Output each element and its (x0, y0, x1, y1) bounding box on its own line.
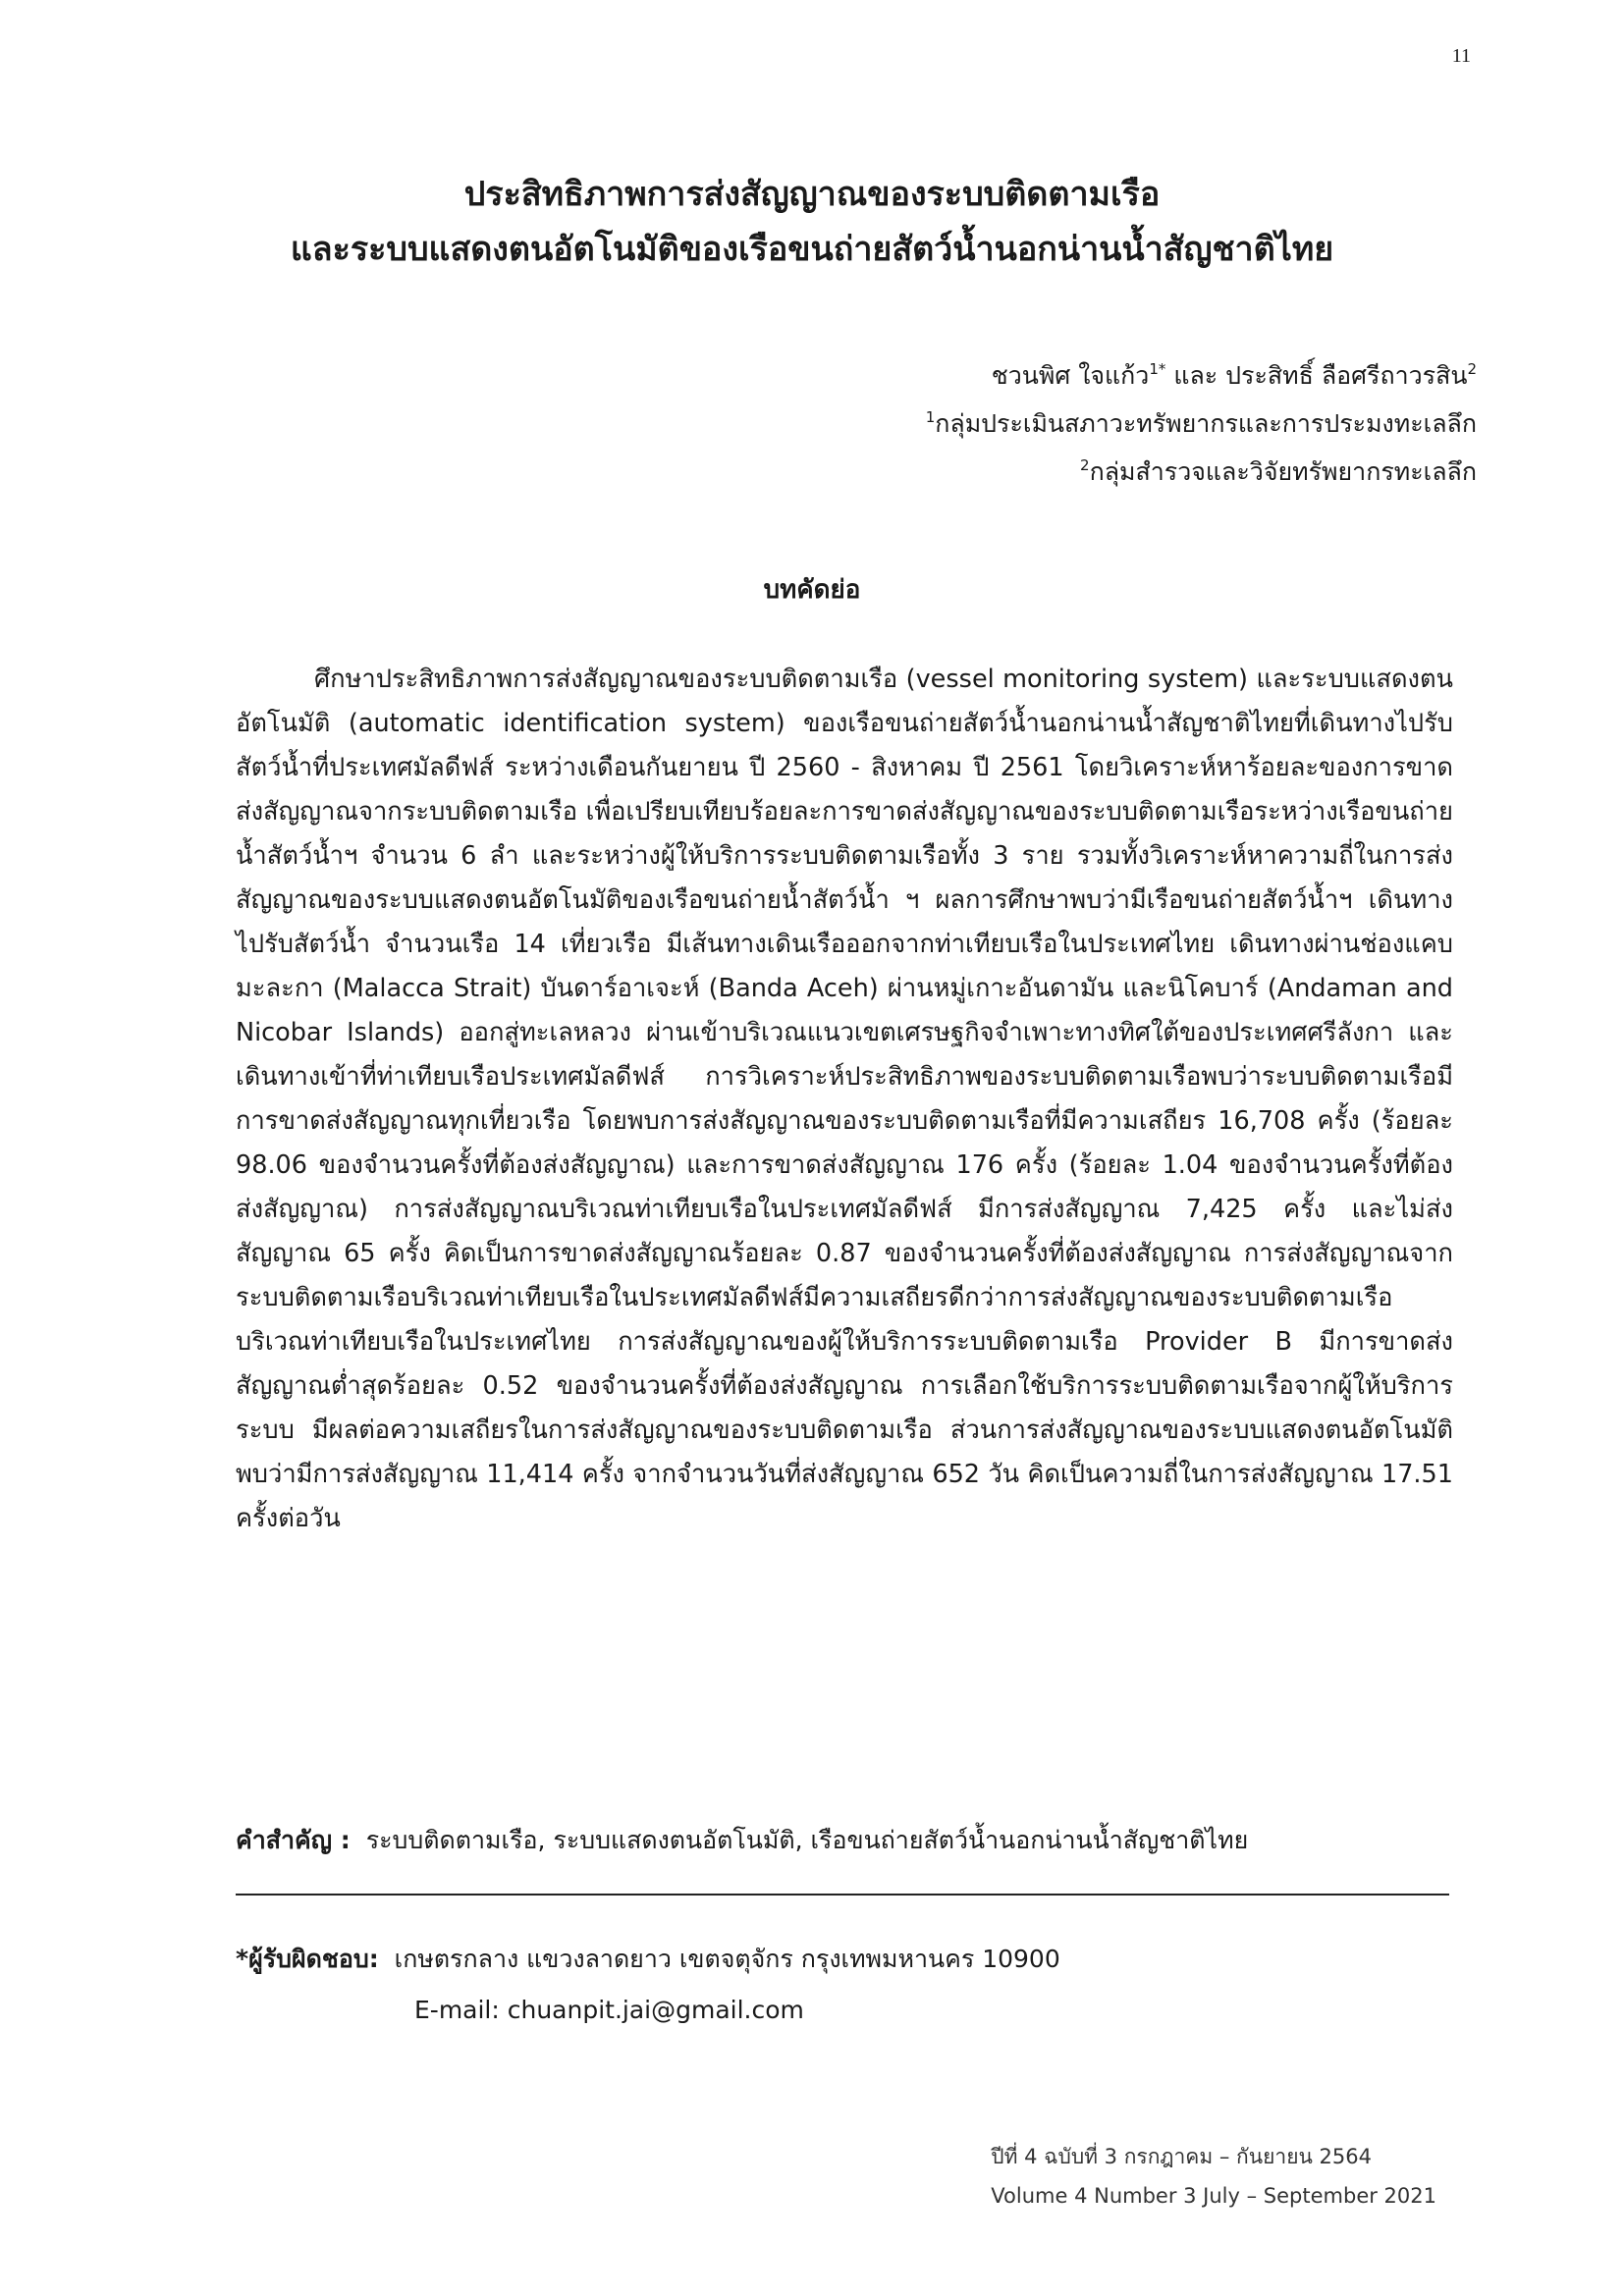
author-conjunction: และ (1165, 361, 1226, 390)
title-line-1: ประสิทธิภาพการส่งสัญญาณของระบบติดตามเรือ (463, 175, 1161, 214)
correspondence-block (236, 1934, 1453, 2036)
author-1-marker: 1* (1149, 360, 1166, 378)
journal-footer (991, 2137, 1436, 2216)
journal-issue-english: Volume 4 Number 3 July – September 2021 (991, 2184, 1436, 2208)
page-number: 11 (1451, 45, 1471, 67)
affiliation-2-text: กลุ่มสำรวจและวิจัยทรัพยากรทะเลลึก (1089, 457, 1477, 486)
abstract-heading: บทคัดย่อ (763, 575, 861, 605)
affiliation-1-marker: 1 (925, 408, 936, 426)
author-block (926, 351, 1477, 496)
affiliation-2-marker: 2 (1080, 456, 1090, 474)
author-names (926, 351, 1477, 400)
journal-issue-thai: ปีที่ 4 ฉบับที่ 3 กรกฎาคม – กันยายน 2564 (991, 2145, 1372, 2168)
abstract-paragraph: ศึกษาประสิทธิภาพการส่งสัญญาณของระบบติดตามเรือ (vessel monitoring system) และระบบแสดงตนอัตโนมัติ (automatic identification system) ของเรือขนถ่ายสัตว์น้ำนอกน่านน้ำสัญชาติไทยที่เดินทางไปรับสัตว์น้ำที่ประเทศมัลดีฟส์ ระหว่างเดือนกันยายน ปี 2560 - สิงหาคม ปี 2561 โดยวิเคราะห์หาร้อยละของการขาดส่งสัญญาณจากระบบติดตามเรือ เพื่อเปรียบเทียบร้อยละการขาดส่งสัญญาณของระบบติดตามเรือระหว่างเรือขนถ่ายน้ำสัตว์น้ำฯ จำนวน 6 ลำ และระหว่างผู้ให้บริการระบบติดตามเรือทั้ง 3 ราย รวมทั้งวิเคราะห์หาความถี่ในการส่งสัญญาณของระบบแสดงตนอัตโนมัติของเรือขนถ่ายน้ำสัตว์น้ำ ฯ ผลการศึกษาพบว่ามีเรือขนถ่ายสัตว์น้ำฯ เดินทางไปรับสัตว์น้ำ จำนวนเรือ 14 เที่ยวเรือ มีเส้นทางเดินเรือออกจากท่าเทียบเรือในประเทศไทย เดินทางผ่านช่องแคบมะละกา (Malacca Strait) บันดาร์อาเจะห์ (Banda Aceh) ผ่านหมู่เกาะอันดามัน และนิโคบาร์ (Andaman and Nicobar Islands) ออกสู่ทะเลหลวง ผ่านเข้าบริเวณแนวเขตเศรษฐกิจจำเพาะทางทิศใต้ของประเทศศรีลังกา และเดินทางเข้าที่ท่าเทียบเรือประเทศมัลดีฟส์ การวิเคราะห์ประสิทธิภาพของระบบติดตามเรือพบว่าระบบติดตามเรือมีการขาดส่งสัญญาณทุกเที่ยวเรือ โดยพบการส่งสัญญาณของระบบติดตามเรือที่มีความเสถียร 16,708 ครั้ง (ร้อยละ 98.06 ของจำนวนครั้งที่ต้องส่งสัญญาณ) และการขาดส่งสัญญาณ 176 ครั้ง (ร้อยละ 1.04 ของจำนวนครั้งที่ต้องส่งสัญญาณ) การส่งสัญญาณบริเวณท่าเทียบเรือในประเทศมัลดีฟส์ มีการส่งสัญญาณ 7,425 ครั้ง และไม่ส่งสัญญาณ 65 ครั้ง คิดเป็นการขาดส่งสัญญาณร้อยละ 0.87 ของจำนวนครั้งที่ต้องส่งสัญญาณ การส่งสัญญาณจากระบบติดตามเรือบริเวณท่าเทียบเรือในประเทศมัลดีฟส์มีความเสถียรดีกว่าการส่งสัญญาณของระบบติดตามเรือบริเวณท่าเทียบเรือในประเทศไทย การส่งสัญญาณของผู้ให้บริการระบบติดตามเรือ Provider B มีการขาดส่งสัญญาณต่ำสุดร้อยละ 0.52 ของจำนวนครั้งที่ต้องส่งสัญญาณ การเลือกใช้บริการระบบติดตามเรือจากผู้ให้บริการระบบ มีผลต่อความเสถียรในการส่งสัญญาณของระบบติดตามเรือ ส่วนการส่งสัญญาณของระบบแสดงตนอัตโนมัติ พบว่ามีการส่งสัญญาณ 11,414 ครั้ง จากจำนวนวันที่ส่งสัญญาณ 652 วัน คิดเป็นความถี่ในการส่งสัญญาณ 17.51 ครั้งต่อวัน (236, 665, 1453, 1533)
author-2: ประสิทธิ์ ลือศรีถาวรสิน (1225, 361, 1468, 390)
correspondence-email: E-mail: chuanpit.jai@gmail.com (414, 1996, 804, 2024)
author-1: ชวนพิศ ใจแก้ว (991, 361, 1150, 390)
divider-line (236, 1894, 1449, 1896)
correspondence-address: เกษตรกลาง แขวงลาดยาว เขตจตุจักร กรุงเทพมหานคร 10900 (378, 1945, 1060, 1973)
keywords-label: คำสำคัญ : (236, 1826, 351, 1854)
affiliation-2 (926, 448, 1477, 496)
affiliation-1 (926, 400, 1477, 448)
correspondence-label: *ผู้รับผิดชอบ: (236, 1945, 379, 1973)
correspondence-address-line (236, 1934, 1453, 1985)
keywords (236, 1821, 1453, 1860)
abstract-body (236, 658, 1453, 1541)
affiliation-1-text: กลุ่มประเมินสภาวะทรัพยากรและการประมงทะเลลึก (935, 409, 1477, 438)
author-2-marker: 2 (1467, 360, 1477, 378)
keywords-text: ระบบติดตามเรือ, ระบบแสดงตนอัตโนมัติ, เรือขนถ่ายสัตว์น้ำนอกน่านน้ำสัญชาติไทย (350, 1826, 1249, 1854)
paper-title (0, 167, 1624, 277)
title-line-2: และระบบแสดงตนอัตโนมัติของเรือขนถ่ายสัตว์น้ำนอกน่านน้ำสัญชาติไทย (290, 230, 1334, 269)
